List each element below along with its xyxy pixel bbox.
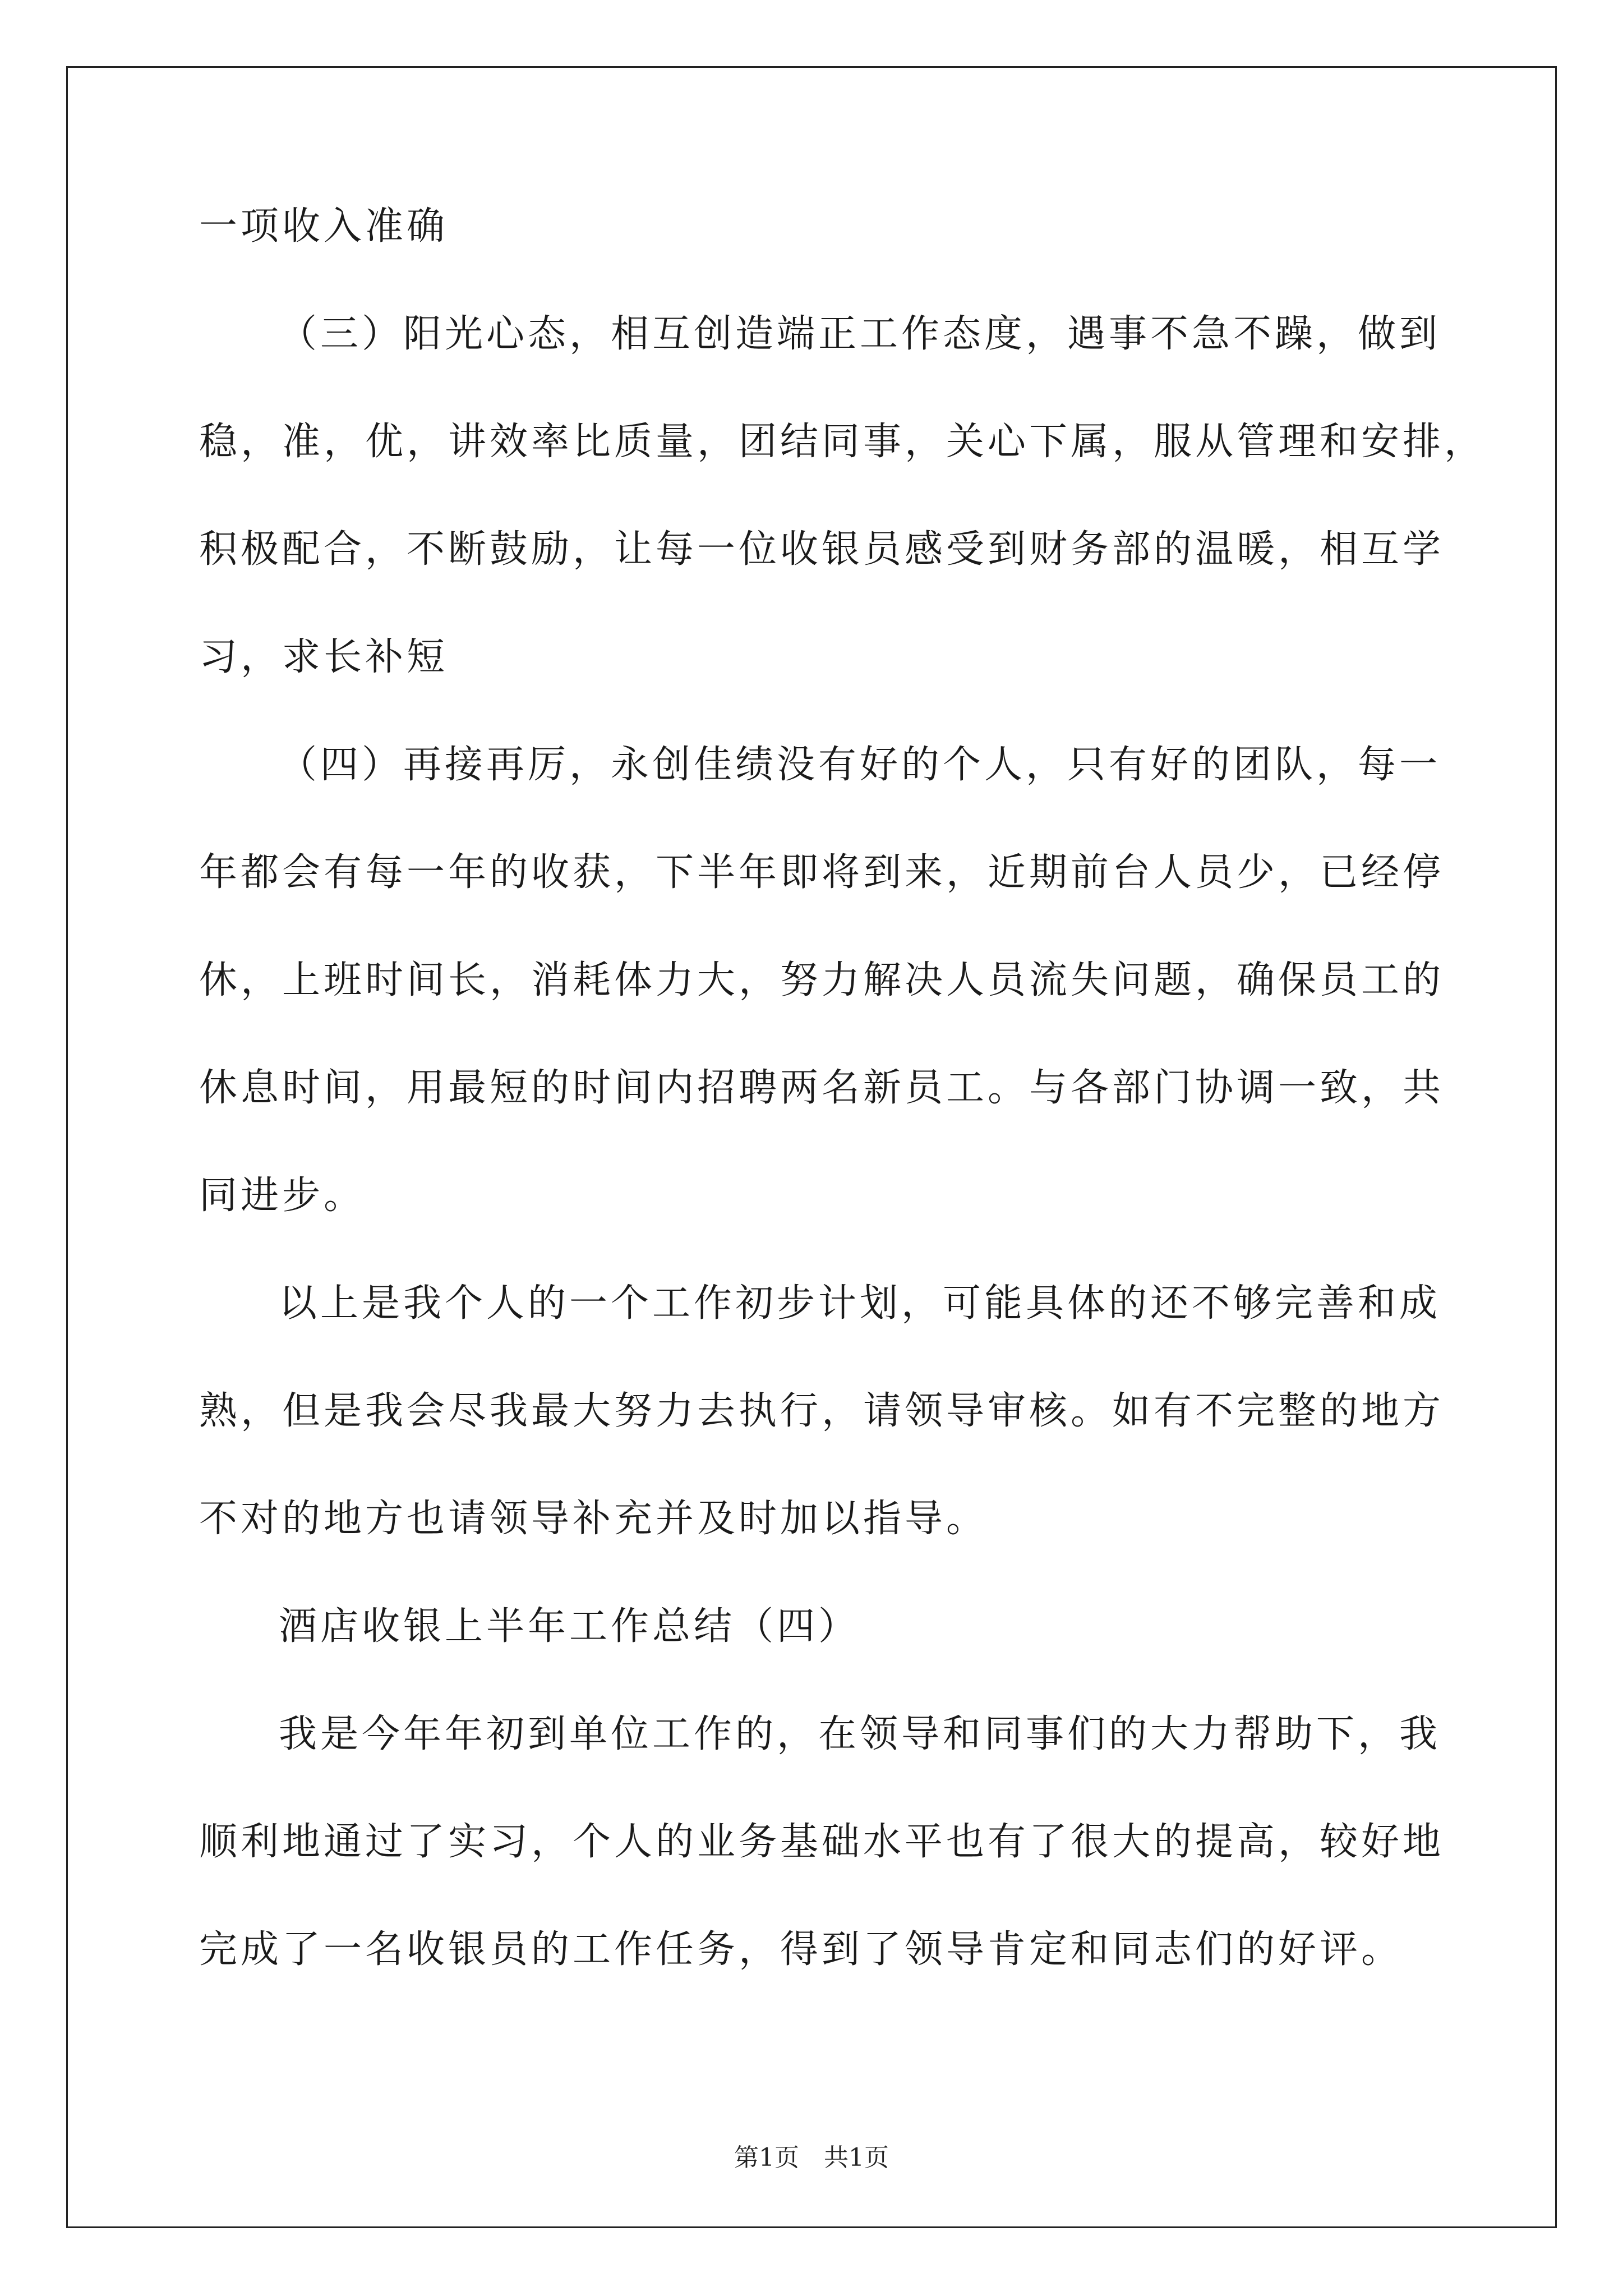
text-line: 不对的地方也请领导补充并及时加以指导。 [199, 1497, 988, 1541]
text-line: 休，上班时间长，消耗体力大，努力解决人员流失问题，确保员工的 [199, 958, 1445, 1002]
text-line: 我是今年年初到单位工作的，在领导和同事们的大力帮助下，我 [279, 1712, 1441, 1756]
text-line: 以上是我个人的一个工作初步计划，可能具体的还不够完善和成 [279, 1281, 1441, 1326]
text-line: 熟，但是我会尽我最大努力去执行，请领导审核。如有不完整的地方 [199, 1389, 1445, 1433]
text-line: 积极配合，不断鼓励，让每一位收银员感受到财务部的温暖，相互学 [199, 527, 1445, 572]
text-line: 稳，准，优，讲效率比质量，团结同事，关心下属，服从管理和安排， [199, 420, 1486, 464]
text-line: 顺利地通过了实习，个人的业务基础水平也有了很大的提高，较好地 [199, 1820, 1445, 1864]
text-line: 同进步。 [199, 1174, 366, 1218]
text-line: （四）再接再厉，永创佳绩没有好的个人，只有好的团队，每一 [279, 743, 1441, 787]
page-border [66, 66, 1557, 2228]
text-line: （三）阳光心态，相互创造端正工作态度，遇事不急不躁，做到 [279, 312, 1441, 356]
text-line: 习，求长补短 [199, 635, 449, 679]
text-line: 年都会有每一年的收获，下半年即将到来，近期前台人员少，已经停 [199, 850, 1445, 895]
text-line: 一项收入准确 [199, 204, 449, 249]
section-heading: 酒店收银上半年工作总结（四） [279, 1604, 860, 1649]
text-line: 休息时间，用最短的时间内招聘两名新员工。与各部门协调一致，共 [199, 1066, 1445, 1110]
page-number: 第1页 共1页 [734, 2143, 889, 2172]
text-line: 完成了一名收银员的工作任务，得到了领导肯定和同志们的好评。 [199, 1927, 1403, 1972]
